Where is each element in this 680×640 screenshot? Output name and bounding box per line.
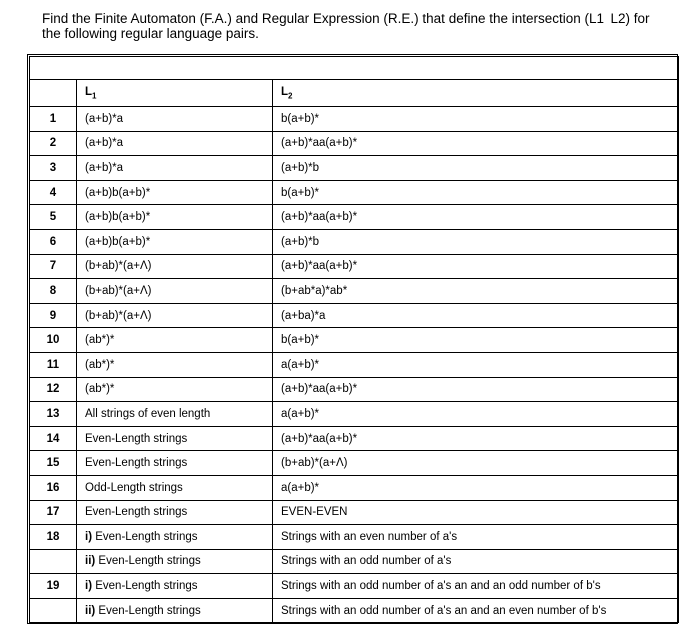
l1-cell (77, 377, 273, 402)
header-l1-subscript: 1 (92, 91, 97, 101)
row-number: 7 (30, 254, 77, 279)
l2-cell: b(a+b)* (273, 328, 679, 353)
l1-expression: Odd-Length strings (85, 481, 183, 494)
l1-expression: (a+b)b(a+b)* (85, 186, 151, 199)
l1-expression: Even-Length strings (92, 530, 198, 543)
l1-cell (77, 205, 273, 230)
option-label: ii) (85, 555, 96, 568)
l1-expression: Even-Length strings (92, 580, 198, 593)
row-number: 3 (30, 156, 77, 181)
table-row (30, 426, 679, 451)
table-row (30, 574, 679, 599)
table-row (30, 205, 679, 230)
row-number: 5 (30, 205, 77, 230)
row-number: 14 (30, 426, 77, 451)
row-number (30, 549, 77, 574)
language-pairs-table (29, 56, 679, 623)
header-l1 (77, 80, 273, 107)
l2-cell: b(a+b)* (273, 180, 679, 205)
l1-expression: (a+b)*a (85, 112, 124, 125)
table-row (30, 229, 679, 254)
l1-expression: Even-Length strings (95, 604, 201, 617)
l1-cell (77, 156, 273, 181)
table-blank-header-row (30, 57, 679, 80)
row-number: 13 (30, 402, 77, 427)
option-label: ii) (85, 604, 96, 617)
l1-cell (77, 229, 273, 254)
table-row (30, 180, 679, 205)
l2-cell: (a+ba)*a (273, 303, 679, 328)
l1-expression: (a+b)b(a+b)* (85, 211, 151, 224)
l1-expression: (b+ab)*(a+Λ) (85, 309, 152, 322)
l1-expression: Even-Length strings (85, 432, 188, 445)
l1-cell (77, 254, 273, 279)
l2-cell: (b+ab)*(a+Λ) (273, 451, 679, 476)
l1-expression: All strings of even length (85, 407, 211, 420)
l2-cell: EVEN-EVEN (273, 500, 679, 525)
table-row (30, 549, 679, 574)
l2-cell: a(a+b)* (273, 475, 679, 500)
table-row (30, 131, 679, 156)
row-number: 2 (30, 131, 77, 156)
l1-cell (77, 525, 273, 550)
l1-expression: (ab*)* (85, 383, 115, 396)
table-row (30, 107, 679, 132)
l1-cell (77, 598, 273, 623)
l2-cell: (a+b)*b (273, 229, 679, 254)
row-number: 4 (30, 180, 77, 205)
table-row (30, 352, 679, 377)
l1-cell (77, 352, 273, 377)
table-row (30, 156, 679, 181)
l2-cell: (a+b)*b (273, 156, 679, 181)
l2-cell: (a+b)*aa(a+b)* (273, 131, 679, 156)
l1-cell (77, 549, 273, 574)
l1-expression: (b+ab)*(a+Λ) (85, 284, 152, 297)
option-label: i) (85, 580, 93, 593)
table-row (30, 475, 679, 500)
l2-cell: (b+ab*a)*ab* (273, 279, 679, 304)
l1-expression: Even-Length strings (85, 457, 188, 470)
l1-expression: (b+ab)*(a+Λ) (85, 260, 152, 273)
l1-cell (77, 328, 273, 353)
l1-cell (77, 107, 273, 132)
l1-cell (77, 303, 273, 328)
row-number (30, 598, 77, 623)
l1-expression: (a+b)*a (85, 161, 124, 174)
l1-cell (77, 131, 273, 156)
table-row (30, 402, 679, 427)
header-l1-letter: L (85, 85, 93, 98)
l1-cell (77, 402, 273, 427)
row-number: 19 (30, 574, 77, 599)
l1-expression: Even-Length strings (95, 555, 201, 568)
table-row (30, 254, 679, 279)
l1-expression: (ab*)* (85, 358, 115, 371)
l2-cell: a(a+b)* (273, 402, 679, 427)
l1-cell (77, 475, 273, 500)
row-number: 1 (30, 107, 77, 132)
table-row (30, 303, 679, 328)
table-row (30, 279, 679, 304)
row-number: 17 (30, 500, 77, 525)
header-l2-subscript: 2 (288, 91, 293, 101)
row-number: 18 (30, 525, 77, 550)
table-header-row (30, 80, 679, 107)
header-number-cell (30, 80, 77, 107)
l2-cell: b(a+b)* (273, 107, 679, 132)
table-row (30, 525, 679, 550)
l1-cell (77, 426, 273, 451)
row-number: 9 (30, 303, 77, 328)
l1-cell (77, 574, 273, 599)
l1-cell (77, 451, 273, 476)
l2-cell: Strings with an even number of a's (273, 525, 679, 550)
l1-expression: (a+b)*a (85, 137, 124, 150)
row-number: 10 (30, 328, 77, 353)
l2-cell: (a+b)*aa(a+b)* (273, 426, 679, 451)
l2-cell: a(a+b)* (273, 352, 679, 377)
l1-cell (77, 500, 273, 525)
l1-cell (77, 279, 273, 304)
table-row (30, 598, 679, 623)
row-number: 11 (30, 352, 77, 377)
row-number: 8 (30, 279, 77, 304)
table-row (30, 328, 679, 353)
l1-cell (77, 180, 273, 205)
table-row (30, 377, 679, 402)
row-number: 12 (30, 377, 77, 402)
header-l2 (273, 80, 679, 107)
row-number: 6 (30, 229, 77, 254)
row-number: 16 (30, 475, 77, 500)
l2-cell: Strings with an odd number of a's (273, 549, 679, 574)
l1-expression: Even-Length strings (85, 506, 188, 519)
option-label: i) (85, 530, 93, 543)
l2-cell: Strings with an odd number of a's an and an odd number of b's (273, 574, 679, 599)
l2-cell: (a+b)*aa(a+b)* (273, 254, 679, 279)
table-row (30, 500, 679, 525)
table-row (30, 451, 679, 476)
header-l2-letter: L (281, 85, 289, 98)
row-number: 15 (30, 451, 77, 476)
instructions-text: Find the Finite Automaton (F.A.) and Regular Expression (R.E.) that define the intersection (L1 L2) for the following regular language pairs. (42, 11, 650, 41)
l1-expression: (a+b)b(a+b)* (85, 235, 151, 248)
l2-cell: Strings with an odd number of a's an and an even number of b's (273, 598, 679, 623)
l1-expression: (ab*)* (85, 334, 115, 347)
l2-cell: (a+b)*aa(a+b)* (273, 377, 679, 402)
l2-cell: (a+b)*aa(a+b)* (273, 205, 679, 230)
blank-cell (30, 57, 679, 80)
